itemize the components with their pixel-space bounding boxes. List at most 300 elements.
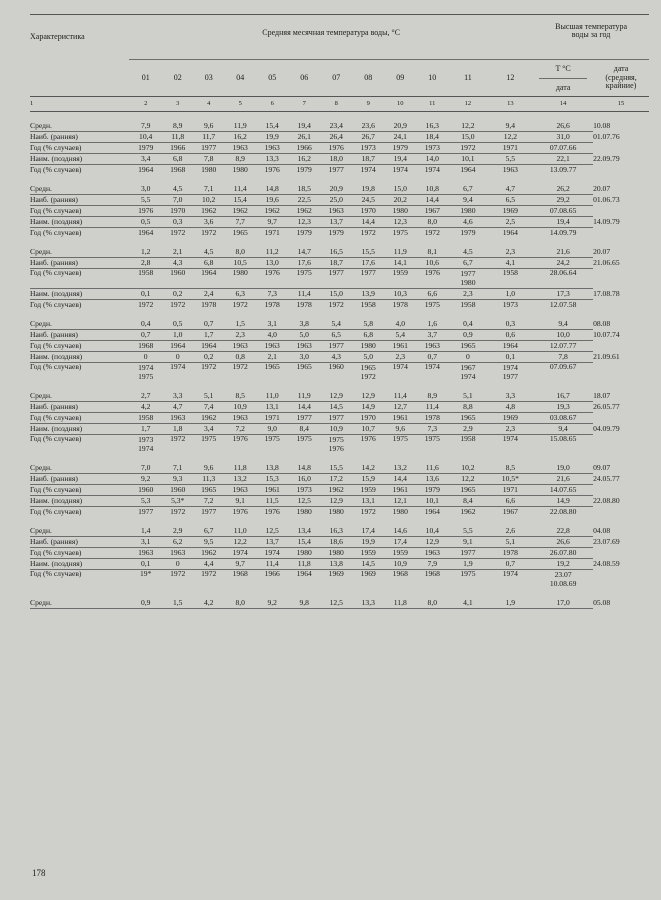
table-cell: 22.09.79 bbox=[593, 153, 620, 163]
table-row bbox=[30, 506, 649, 517]
table-row bbox=[30, 434, 649, 454]
table-cell: 07.07.66 bbox=[533, 142, 593, 153]
table-cell: 1964 bbox=[193, 340, 224, 351]
table-cell: 11,8 bbox=[224, 463, 256, 474]
table-cell: 3,8 bbox=[288, 319, 320, 330]
table-cell: 13.09.77 bbox=[549, 164, 577, 174]
table-cell: 1977 bbox=[328, 164, 344, 174]
table-cell: 1958 bbox=[129, 412, 162, 423]
row-label: Год (% случаев) bbox=[30, 205, 129, 216]
column-number: 13 bbox=[488, 97, 534, 112]
table-row bbox=[30, 536, 649, 547]
table-cell: 1961 bbox=[256, 484, 288, 495]
table-cell: 1980 bbox=[201, 164, 217, 174]
table-cell: 1967 bbox=[502, 506, 518, 516]
table-cell: 12,2 bbox=[448, 473, 487, 484]
table-cell: 10,3 bbox=[384, 288, 416, 299]
table-cell: 9,4 bbox=[448, 194, 487, 205]
table-cell: 25,0 bbox=[320, 194, 352, 205]
table-cell: 04.09.79 bbox=[593, 423, 620, 433]
table-cell: 1969 bbox=[360, 569, 376, 578]
row-label: Год (% случаев) bbox=[30, 506, 82, 516]
table-cell: 16,3 bbox=[416, 121, 448, 132]
table-cell: 8,4 bbox=[288, 423, 320, 434]
table-cell: 2,1 bbox=[162, 247, 193, 258]
table-cell: 1974 bbox=[360, 164, 376, 174]
spacer-row bbox=[30, 589, 649, 598]
table-cell: 1972 bbox=[170, 299, 186, 309]
table-cell: 23,6 bbox=[352, 121, 384, 132]
table-cell: 11,4 bbox=[416, 401, 448, 412]
table-cell: 1962 bbox=[320, 484, 352, 495]
cell-line: 1972 bbox=[360, 372, 376, 381]
table-cell: 12,5 bbox=[288, 495, 320, 506]
table-cell: 9,7 bbox=[224, 558, 256, 569]
table-cell: 19,3 bbox=[533, 401, 593, 412]
table-cell: 15,0 bbox=[384, 184, 416, 195]
table-cell: 0,2 bbox=[162, 288, 193, 299]
table-cell: 01.07.76 bbox=[593, 131, 620, 141]
table-cell: 6,2 bbox=[162, 536, 193, 547]
table-cell: 21.06.65 bbox=[593, 257, 620, 267]
table-cell: 2,1 bbox=[256, 351, 288, 362]
table-cell: 1976 bbox=[256, 268, 288, 288]
table-cell: 3,0 bbox=[129, 184, 162, 195]
table-cell: 17,6 bbox=[288, 257, 320, 268]
table-cell: 14,4 bbox=[416, 194, 448, 205]
table-cell: 13,1 bbox=[352, 495, 384, 506]
row-label: Год (% случаев) bbox=[30, 227, 82, 237]
table-row bbox=[30, 142, 649, 153]
table-cell: 1961 bbox=[384, 340, 416, 351]
table-cell: 7,2 bbox=[224, 423, 256, 434]
table-cell: 1959 bbox=[384, 547, 416, 558]
table-cell: 3,4 bbox=[129, 153, 162, 164]
row-label: Наиб. (ранняя) bbox=[30, 536, 129, 547]
cell-line: 1974 bbox=[502, 362, 518, 372]
table-cell: 3,1 bbox=[129, 536, 162, 547]
month-header-07: 07 bbox=[332, 73, 341, 82]
table-cell: 1979 bbox=[416, 484, 448, 495]
table-cell: 16,3 bbox=[320, 526, 352, 537]
table-cell bbox=[593, 484, 649, 495]
table-cell: 1970 bbox=[162, 205, 193, 216]
table-cell: 1,5 bbox=[224, 319, 256, 330]
table-cell bbox=[593, 142, 649, 153]
row-label: Наим. (поздняя) bbox=[30, 558, 129, 569]
table-cell: 1959 bbox=[352, 484, 384, 495]
table-cell: 16,7 bbox=[533, 391, 593, 402]
table-cell: 19,8 bbox=[352, 184, 384, 195]
table-cell: 1,7 bbox=[129, 423, 162, 434]
max-temp-date-header: дата (средняя, крайние) bbox=[605, 64, 637, 91]
table-cell: 1971 bbox=[488, 142, 534, 153]
table-cell: 18.07 bbox=[593, 390, 611, 400]
table-cell: 1964 bbox=[460, 164, 476, 174]
table-cell: 11,9 bbox=[384, 247, 416, 258]
table-cell: 1972 bbox=[138, 299, 154, 309]
table-cell: 18,0 bbox=[320, 153, 352, 164]
table-cell: 1960 bbox=[162, 484, 193, 495]
table-cell: 1977 bbox=[448, 547, 487, 558]
table-cell: 1958 bbox=[129, 268, 162, 288]
table-cell: 1978 bbox=[416, 412, 448, 423]
row-label: Средн. bbox=[30, 463, 129, 474]
table-cell: 1972 bbox=[170, 227, 186, 237]
table-cell: 2,5 bbox=[488, 216, 534, 227]
table-cell: 16,2 bbox=[224, 131, 256, 142]
row-label: Средн. bbox=[30, 247, 129, 258]
table-cell: 13,2 bbox=[224, 473, 256, 484]
table-cell: 1963 bbox=[162, 547, 193, 558]
table-cell: 24,1 bbox=[384, 131, 416, 142]
table-cell: 12,3 bbox=[288, 216, 320, 227]
table-cell: 1966 bbox=[162, 142, 193, 153]
table-cell: 12,9 bbox=[416, 536, 448, 547]
table-cell: 4,0 bbox=[384, 319, 416, 330]
table-cell: 1975 bbox=[296, 434, 312, 443]
table-cell: 9,3 bbox=[162, 473, 193, 484]
table-cell bbox=[593, 434, 649, 454]
table-cell: 9,8 bbox=[288, 598, 320, 609]
table-cell: 1976 bbox=[232, 506, 248, 516]
table-cell: 9,2 bbox=[256, 598, 288, 609]
table-cell: 12,5 bbox=[320, 598, 352, 609]
table-cell: 1963 bbox=[256, 142, 288, 153]
table-cell: 6,8 bbox=[352, 329, 384, 340]
table-row bbox=[30, 558, 649, 569]
table-cell: 29,2 bbox=[533, 194, 593, 205]
month-header-09: 09 bbox=[396, 73, 405, 82]
table-cell: 1978 bbox=[392, 299, 408, 309]
table-cell: 24,2 bbox=[533, 257, 593, 268]
column-number: 1 bbox=[30, 97, 129, 112]
row-label: Наим. (поздняя) bbox=[30, 351, 129, 362]
table-cell: 1963 bbox=[162, 412, 193, 423]
row-label: Наиб. (ранняя) bbox=[30, 473, 129, 484]
table-cell: 1977 bbox=[352, 268, 384, 288]
table-cell: 1980 bbox=[296, 506, 312, 516]
table-cell: 1976 bbox=[264, 164, 280, 174]
table-row bbox=[30, 351, 649, 362]
table-cell: 09.07 bbox=[593, 462, 611, 472]
table-cell: 1974 bbox=[256, 547, 288, 558]
table-cell: 13,7 bbox=[320, 216, 352, 227]
table-cell: 18,4 bbox=[416, 131, 448, 142]
table-cell: 11,5 bbox=[256, 495, 288, 506]
table-cell: 1977 bbox=[138, 506, 154, 516]
table-cell: 18,7 bbox=[352, 153, 384, 164]
table-cell: 2,3 bbox=[488, 247, 534, 258]
row-label: Средн. bbox=[30, 121, 129, 132]
table-cell: 14.09.79 bbox=[593, 216, 620, 226]
table-cell: 11,9 bbox=[288, 391, 320, 402]
table-cell: 3,7 bbox=[416, 329, 448, 340]
table-row bbox=[30, 131, 649, 142]
table-cell bbox=[448, 362, 487, 382]
table-cell: 1979 bbox=[384, 142, 416, 153]
cell-line: 1975 bbox=[328, 434, 344, 444]
table-cell: 1976 bbox=[129, 205, 162, 216]
table-cell: 1,9 bbox=[448, 558, 487, 569]
table-cell: 1963 bbox=[502, 164, 518, 174]
table-cell: 1980 bbox=[224, 268, 256, 288]
table-cell: 10,4 bbox=[129, 131, 162, 142]
table-cell: 14,8 bbox=[288, 463, 320, 474]
row-label: Год (% случаев) bbox=[30, 142, 129, 153]
table-cell: 1965 bbox=[232, 227, 248, 237]
table-cell: 2,3 bbox=[448, 288, 487, 299]
table-cell: 3,0 bbox=[288, 351, 320, 362]
table-cell: 13,6 bbox=[416, 473, 448, 484]
table-cell: 9,1 bbox=[448, 536, 487, 547]
table-cell bbox=[593, 268, 649, 288]
table-row bbox=[30, 391, 649, 402]
table-cell: 1980 bbox=[392, 506, 408, 516]
table-cell: 17,6 bbox=[352, 257, 384, 268]
table-cell: 21,6 bbox=[533, 247, 593, 258]
table-cell: 9,7 bbox=[256, 216, 288, 227]
table-cell: 15,5 bbox=[320, 463, 352, 474]
table-cell: 4,1 bbox=[488, 257, 534, 268]
table-cell: 1977 bbox=[288, 412, 320, 423]
table-cell: 11,9 bbox=[224, 121, 256, 132]
table-cell: 1963 bbox=[224, 340, 256, 351]
table-cell: 1965 bbox=[448, 484, 487, 495]
table-cell: 9,2 bbox=[129, 473, 162, 484]
table-cell: 22.08.80 bbox=[593, 495, 620, 505]
table-cell: 1960 bbox=[328, 362, 344, 371]
table-cell: 12,5 bbox=[256, 526, 288, 537]
table-cell: 13,3 bbox=[352, 598, 384, 609]
table-cell: 2,9 bbox=[448, 423, 487, 434]
table-row bbox=[30, 484, 649, 495]
table-cell: 1974 bbox=[502, 434, 518, 443]
month-header-02: 02 bbox=[173, 73, 182, 82]
row-label: Наим. (поздняя) bbox=[30, 288, 129, 299]
table-cell: 23.07.69 bbox=[593, 536, 620, 546]
table-cell: 0,4 bbox=[129, 319, 162, 330]
table-cell: 2,4 bbox=[193, 288, 224, 299]
table-cell: 23,4 bbox=[320, 121, 352, 132]
table-cell: 1960 bbox=[162, 268, 193, 288]
table-cell: 5,5 bbox=[488, 153, 534, 164]
table-cell: 0,7 bbox=[193, 319, 224, 330]
table-cell: 5,5 bbox=[448, 526, 487, 537]
table-cell: 1972 bbox=[360, 227, 376, 237]
table-cell: 15,4 bbox=[224, 194, 256, 205]
table-cell: 24,5 bbox=[352, 194, 384, 205]
table-cell: 13,8 bbox=[256, 463, 288, 474]
table-cell: 11,4 bbox=[224, 184, 256, 195]
table-cell: 1975 bbox=[264, 434, 280, 443]
table-cell: 19,9 bbox=[256, 131, 288, 142]
table-row bbox=[30, 257, 649, 268]
table-cell: 12,3 bbox=[384, 216, 416, 227]
table-row bbox=[30, 569, 649, 589]
table-cell: 2,7 bbox=[129, 391, 162, 402]
table-cell bbox=[320, 434, 352, 454]
table-cell: 26.05.77 bbox=[593, 401, 620, 411]
table-cell: 13,9 bbox=[352, 288, 384, 299]
table-cell: 1975 bbox=[392, 227, 408, 237]
table-row bbox=[30, 547, 649, 558]
table-cell: 1972 bbox=[201, 569, 217, 578]
table-cell: 6,5 bbox=[488, 194, 534, 205]
table-cell: 1977 bbox=[320, 340, 352, 351]
table-cell: 1974 bbox=[224, 547, 256, 558]
row-label: Наиб. (ранняя) bbox=[30, 194, 129, 205]
month-header-05: 05 bbox=[268, 73, 277, 82]
table-cell bbox=[593, 340, 649, 351]
table-cell: 6,5 bbox=[320, 329, 352, 340]
table-cell: 11,8 bbox=[288, 558, 320, 569]
table-cell: 1958 bbox=[460, 434, 476, 443]
table-cell: 0 bbox=[448, 351, 487, 362]
table-cell: 1962 bbox=[193, 412, 224, 423]
table-cell bbox=[129, 434, 162, 454]
table-cell: 7,0 bbox=[162, 194, 193, 205]
row-label: Год (% случаев) bbox=[30, 434, 82, 443]
table-cell: 13,2 bbox=[384, 463, 416, 474]
table-cell: 4,1 bbox=[448, 598, 487, 609]
table-cell: 7,9 bbox=[416, 558, 448, 569]
table-cell: 3,6 bbox=[193, 216, 224, 227]
spacer-row bbox=[30, 112, 649, 121]
table-cell: 1968 bbox=[232, 569, 248, 578]
table-row bbox=[30, 227, 649, 238]
temperature-table bbox=[30, 14, 649, 609]
table-cell: 4,2 bbox=[193, 598, 224, 609]
table-cell: 1964 bbox=[488, 340, 534, 351]
table-cell: 1974 bbox=[502, 569, 518, 578]
column-number: 4 bbox=[193, 97, 224, 112]
table-cell: 19,9 bbox=[352, 536, 384, 547]
table-row bbox=[30, 463, 649, 474]
table-cell: 1979 bbox=[296, 227, 312, 237]
table-cell: 18,7 bbox=[320, 257, 352, 268]
table-cell: 10,7 bbox=[352, 423, 384, 434]
table-cell: 24.08.59 bbox=[593, 558, 620, 568]
table-cell: 1959 bbox=[352, 547, 384, 558]
cell-line: 1973 bbox=[138, 434, 154, 444]
table-cell: 12,9 bbox=[320, 391, 352, 402]
table-cell: 14,5 bbox=[320, 401, 352, 412]
table-cell: 07.09.67 bbox=[549, 362, 577, 371]
table-cell: 6,7 bbox=[448, 184, 487, 195]
table-cell: 5,1 bbox=[488, 536, 534, 547]
table-cell: 3,3 bbox=[162, 391, 193, 402]
table-cell: 0,3 bbox=[162, 216, 193, 227]
table-cell: 1975 bbox=[460, 569, 476, 578]
table-cell: 2,9 bbox=[162, 526, 193, 537]
table-cell: 17,4 bbox=[384, 536, 416, 547]
table-cell: 1971 bbox=[264, 227, 280, 237]
table-cell: 20.07 bbox=[593, 246, 611, 256]
table-cell: 8,9 bbox=[416, 391, 448, 402]
table-cell: 1963 bbox=[224, 412, 256, 423]
table-cell: 1963 bbox=[129, 547, 162, 558]
table-cell: 03.08.67 bbox=[533, 412, 593, 423]
table-cell: 1969 bbox=[328, 569, 344, 578]
table-cell: 1,5 bbox=[162, 598, 193, 609]
table-cell: 17,0 bbox=[533, 598, 593, 609]
table-cell: 6,8 bbox=[193, 257, 224, 268]
table-cell bbox=[593, 164, 649, 175]
table-cell: 14,7 bbox=[288, 247, 320, 258]
table-row bbox=[30, 153, 649, 164]
table-cell: 2,3 bbox=[224, 329, 256, 340]
column-number-row bbox=[30, 97, 649, 112]
table-cell bbox=[488, 362, 534, 382]
column-number: 11 bbox=[416, 97, 448, 112]
table-cell: 5,4 bbox=[384, 329, 416, 340]
table-cell: 18,6 bbox=[320, 536, 352, 547]
table-cell: 9,6 bbox=[193, 463, 224, 474]
table-cell: 0,3 bbox=[488, 319, 534, 330]
table-cell: 1974 bbox=[424, 164, 440, 174]
table-cell: 0,4 bbox=[448, 319, 487, 330]
table-cell: 9,6 bbox=[193, 121, 224, 132]
table-cell: 1959 bbox=[384, 268, 416, 288]
table-cell: 8,8 bbox=[448, 401, 487, 412]
max-temperature-header: Высшая температура воды за год bbox=[533, 15, 649, 60]
table-cell: 8,9 bbox=[224, 153, 256, 164]
table-cell: 1962 bbox=[256, 205, 288, 216]
table-cell: 1,9 bbox=[488, 598, 534, 609]
table-cell: 1973 bbox=[288, 484, 320, 495]
table-cell: 19,2 bbox=[533, 558, 593, 569]
table-cell: 1961 bbox=[384, 412, 416, 423]
table-row bbox=[30, 412, 649, 423]
month-header-04: 04 bbox=[236, 73, 245, 82]
table-cell: 24.05.77 bbox=[593, 473, 620, 483]
table-cell: 8,0 bbox=[224, 598, 256, 609]
table-cell: 1969 bbox=[488, 205, 534, 216]
table-cell: 14,8 bbox=[256, 184, 288, 195]
table-cell: 19,4 bbox=[533, 216, 593, 227]
table-cell: 1964 bbox=[138, 227, 154, 237]
table-cell: 1968 bbox=[392, 569, 408, 578]
table-cell: 1978 bbox=[264, 299, 280, 309]
table-cell: 6,3 bbox=[224, 288, 256, 299]
table-cell bbox=[533, 569, 593, 589]
table-cell: 1974 bbox=[424, 362, 440, 371]
table-cell: 12,2 bbox=[448, 121, 487, 132]
cell-line: 1980 bbox=[460, 278, 476, 287]
table-cell: 1972 bbox=[232, 299, 248, 309]
table-cell: 16,2 bbox=[288, 153, 320, 164]
table-cell: 14,5 bbox=[352, 558, 384, 569]
column-number: 5 bbox=[224, 97, 256, 112]
table-cell: 11,4 bbox=[384, 391, 416, 402]
table-row bbox=[30, 598, 649, 609]
table-cell: 26,6 bbox=[533, 121, 593, 132]
table-cell: 1975 bbox=[288, 268, 320, 288]
table-cell: 1,6 bbox=[416, 319, 448, 330]
table-cell: 19,4 bbox=[384, 153, 416, 164]
row-label: Средн. bbox=[30, 319, 129, 330]
table-cell: 17.08.78 bbox=[593, 288, 620, 298]
column-number: 6 bbox=[256, 97, 288, 112]
table-cell bbox=[352, 362, 384, 382]
table-cell: 1980 bbox=[448, 205, 487, 216]
table-cell: 5,8 bbox=[352, 319, 384, 330]
table-cell: 1976 bbox=[360, 434, 376, 443]
table-cell: 0,1 bbox=[488, 351, 534, 362]
table-cell: 14.09.79 bbox=[549, 227, 577, 237]
table-cell: 1968 bbox=[170, 164, 186, 174]
